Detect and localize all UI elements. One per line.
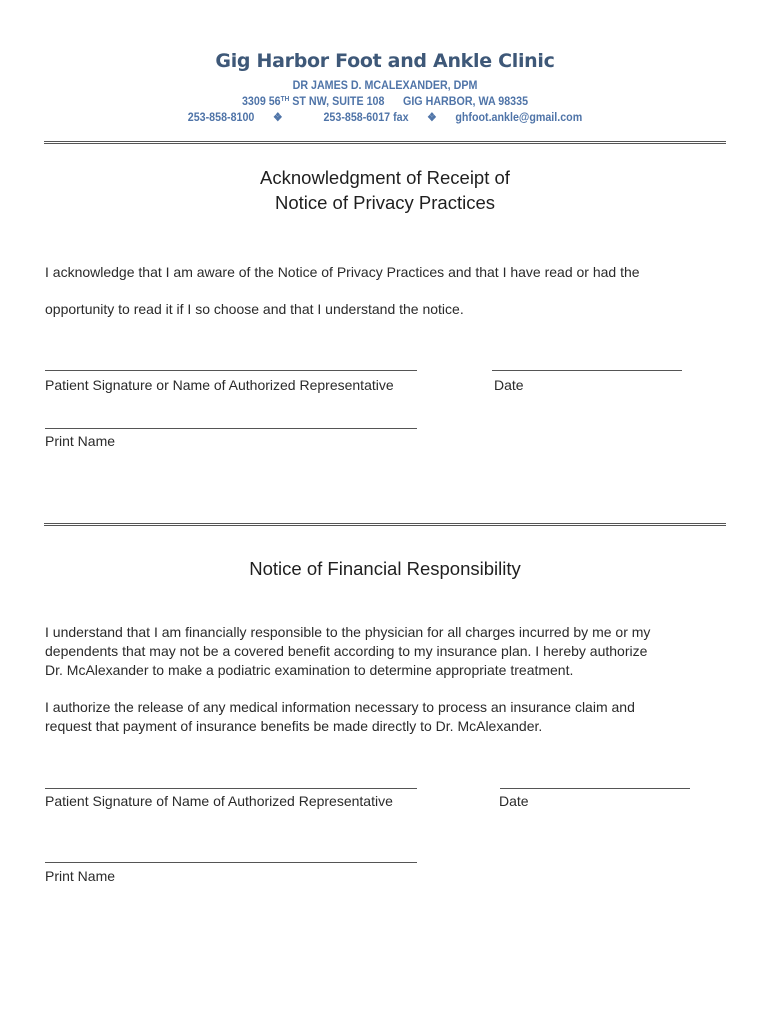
address-city: GIG HARBOR, WA 98335 xyxy=(403,96,529,108)
privacy-date-label: Date xyxy=(494,377,524,393)
clinic-name: Gig Harbor Foot and Ankle Clinic xyxy=(215,50,555,72)
privacy-title xyxy=(0,165,770,215)
email-address: ghfoot.ankle@gmail.com xyxy=(455,112,583,124)
address-number: 3309 56 xyxy=(241,96,281,108)
diamond-separator-icon: ❖ xyxy=(272,112,283,124)
address-street: ST NW, SUITE 108 xyxy=(289,96,385,108)
phone-number: 253-858-8100 xyxy=(187,112,255,124)
privacy-text-line-2: opportunity to read it if I so choose and that I understand the notice. xyxy=(45,301,464,317)
financial-title: Notice of Financial Responsibility xyxy=(249,558,521,579)
privacy-title-line-1: Acknowledgment of Receipt of xyxy=(260,167,510,188)
header-divider xyxy=(44,141,726,144)
financial-signature-label: Patient Signature of Name of Authorized Representative xyxy=(45,793,393,809)
financial-para1-line-1: I understand that I am financially responsible to the physician for all charges incurred by me or my xyxy=(45,624,651,640)
privacy-signature-line[interactable] xyxy=(45,370,417,371)
diamond-separator-icon: ❖ xyxy=(427,112,437,124)
address-ordinal: TH xyxy=(280,96,290,103)
privacy-signature-label: Patient Signature or Name of Authorized Representative xyxy=(45,377,394,393)
financial-para2-line-2: request that payment of insurance benefits be made directly to Dr. McAlexander. xyxy=(45,718,543,734)
privacy-date-line[interactable] xyxy=(492,370,682,371)
privacy-print-name-label: Print Name xyxy=(45,433,116,449)
financial-print-name-label: Print Name xyxy=(45,868,116,884)
financial-date-label: Date xyxy=(499,793,529,809)
financial-date-line[interactable] xyxy=(500,788,690,789)
financial-signature-line[interactable] xyxy=(45,788,417,789)
privacy-title-line-2: Notice of Privacy Practices xyxy=(274,192,495,213)
financial-print-name-line[interactable] xyxy=(45,862,417,863)
privacy-print-name-line[interactable] xyxy=(45,428,417,429)
financial-para2-line-1: I authorize the release of any medical information necessary to process an insurance claim and xyxy=(45,699,635,715)
fax-number: 253-858-6017 fax xyxy=(323,112,409,124)
clinic-address xyxy=(27,96,743,108)
financial-para1-line-2: dependents that may not be a covered benefit according to my insurance plan. I hereby authorize xyxy=(45,643,648,659)
financial-para1-line-3: Dr. McAlexander to make a podiatric examination to determine appropriate treatment. xyxy=(45,662,574,678)
privacy-text-line-1: I acknowledge that I am aware of the Notice of Privacy Practices and that I have read or had the xyxy=(45,264,640,280)
section-divider xyxy=(44,523,726,526)
clinic-contact xyxy=(27,110,743,124)
doctor-name: DR JAMES D. MCALEXANDER, DPM xyxy=(292,80,478,92)
